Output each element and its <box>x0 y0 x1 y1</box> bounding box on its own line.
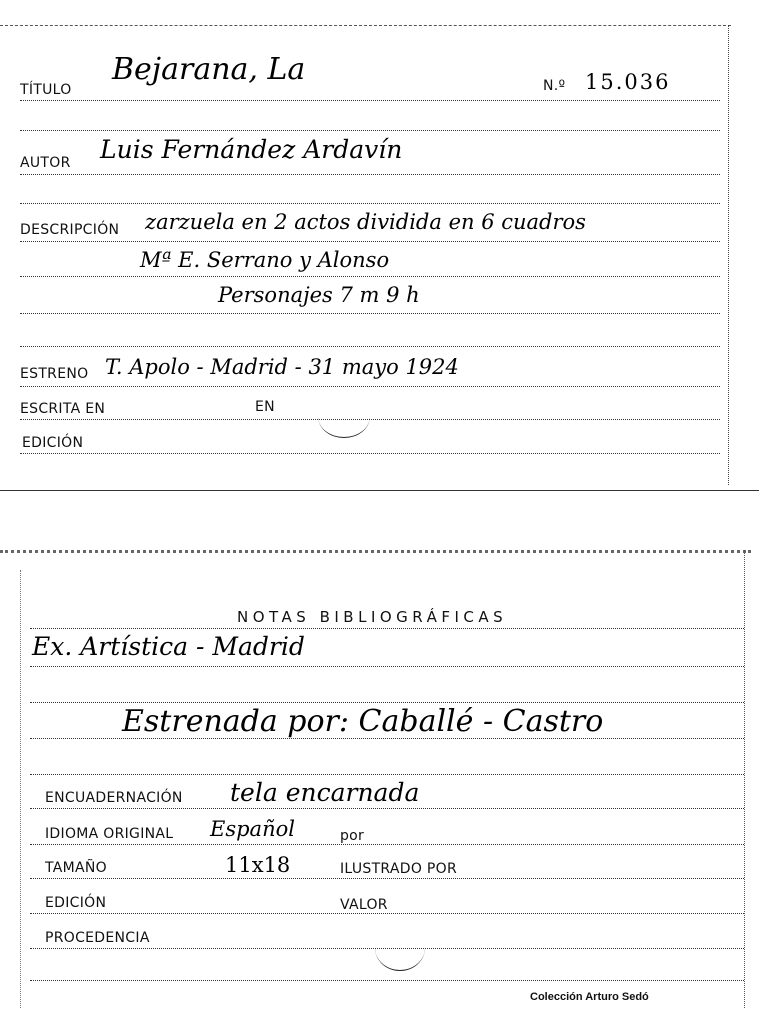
escrita-rule <box>20 419 720 420</box>
procedencia-label: PROCEDENCIA <box>45 930 150 946</box>
descripcion-rule-2 <box>20 276 720 277</box>
card-left-edge <box>20 570 21 1008</box>
tamano-label: TAMAÑO <box>45 860 107 876</box>
estreno-label: ESTRENO <box>20 366 89 382</box>
card-right-edge <box>728 25 729 485</box>
card-right-edge <box>744 550 745 1008</box>
titulo-label: TÍTULO <box>20 82 72 98</box>
catalog-card-back <box>0 540 759 1028</box>
valor-label: VALOR <box>340 897 388 913</box>
note-line-1: Ex. Artística - Madrid <box>32 632 305 661</box>
descripcion-rule-3 <box>20 313 720 314</box>
estreno-value: T. Apolo - Madrid - 31 mayo 1924 <box>105 355 459 379</box>
note-rule-4 <box>30 774 744 775</box>
titulo-value: Bejarana, La <box>112 52 306 87</box>
encuadernacion-rule <box>30 808 744 809</box>
descripcion-label: DESCRIPCIÓN <box>20 222 120 238</box>
autor-label: AUTOR <box>20 155 71 171</box>
encuadernacion-label: ENCUADERNACIÓN <box>45 790 183 806</box>
idioma-value: Español <box>210 817 295 841</box>
encuadernacion-value: tela encarnada <box>230 778 420 807</box>
blank-rule <box>30 980 744 981</box>
escrita-en-label: ESCRITA EN <box>20 401 106 417</box>
note-rule-1 <box>30 666 744 667</box>
por-label: por <box>340 828 365 844</box>
edicion-rule-back <box>30 913 744 914</box>
en-label: EN <box>255 399 275 415</box>
notas-heading: NOTAS BIBLIOGRÁFICAS <box>237 608 508 626</box>
card-top-edge <box>0 25 731 26</box>
blank-rule <box>20 346 720 347</box>
blank-rule <box>20 203 720 204</box>
autor-rule <box>20 174 720 175</box>
idioma-label: IDIOMA ORIGINAL <box>45 826 174 842</box>
paper-blemish <box>318 395 370 438</box>
tamano-value: 11x18 <box>225 853 291 877</box>
card-bottom-edge <box>0 490 759 491</box>
edicion-label: EDICIÓN <box>22 435 84 451</box>
titulo-rule <box>20 100 720 101</box>
edicion-rule <box>20 453 720 454</box>
descripcion-line-3: Personajes 7 m 9 h <box>218 283 420 307</box>
paper-blemish <box>375 925 425 971</box>
catalog-card-front <box>0 0 759 495</box>
numero-label: N.º <box>543 78 566 94</box>
blank-rule <box>20 130 720 131</box>
descripcion-line-2: Mª E. Serrano y Alonso <box>140 248 390 272</box>
note-rule-3 <box>30 738 744 739</box>
ilustrado-label: ILUSTRADO POR <box>340 861 457 877</box>
note-rule-2 <box>30 702 744 703</box>
autor-value: Luis Fernández Ardavín <box>100 135 403 164</box>
note-line-2: Estrenada por: Caballé - Castro <box>122 704 604 739</box>
card-top-edge <box>0 550 751 553</box>
heading-rule <box>30 628 744 629</box>
numero-value: 15.036 <box>585 70 671 94</box>
idioma-rule <box>30 844 744 845</box>
descripcion-line-1: zarzuela en 2 actos dividida en 6 cuadros <box>145 210 586 234</box>
descripcion-rule-1 <box>20 241 720 242</box>
edicion-label-back: EDICIÓN <box>45 895 107 911</box>
estreno-rule <box>20 386 720 387</box>
tamano-rule <box>30 878 744 879</box>
collection-footer: Colección Arturo Sedó <box>530 991 649 1003</box>
